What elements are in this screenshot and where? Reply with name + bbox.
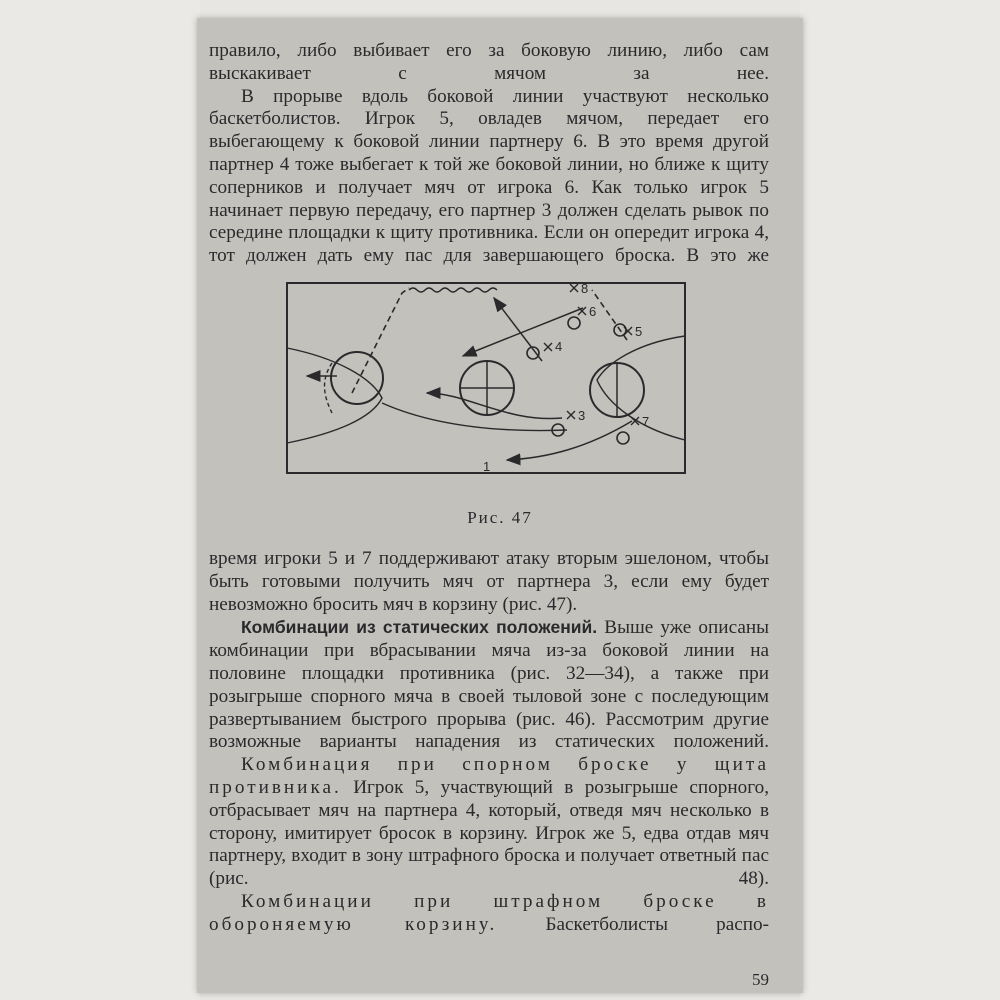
player-label-8: 8 xyxy=(581,281,589,296)
figure-caption: Рис. 47 xyxy=(467,508,533,527)
paragraph-static-combinations xyxy=(209,616,769,754)
paragraph-free-throw xyxy=(209,891,769,937)
body-jump-ball: Игрок 5, участвующий в розыгрыше спорного, отбрасывает мяч на партнера 4, который, отведя мяч несколько в сторону, имитирует бросок в корзину. Игрок же 5, едва отдав мяч партнеру, входит в зону штрафного броска и получает ответный пас (рис. 48). xyxy=(209,776,769,890)
body-static-combinations: Выше уже описаны комбинации при вбрасывании мяча из-за боковой линии на половине площадки противника (рис. 32—34), а также при розыгрыше спорного мяча в своей тыловой зоне с последующим развертыванием быстрого прорыва (рис. 46). Рассмотрим другие возможные варианты нападения из статических положений. xyxy=(209,617,769,753)
body-free-throw: Баскетболисты распо- xyxy=(497,913,769,935)
player-circle xyxy=(617,432,629,444)
heading-static-combinations: Комбинации из статических положений. xyxy=(241,617,598,638)
player-label-6: 6 xyxy=(589,304,597,319)
left-circle-dashed xyxy=(325,363,333,413)
player-label-3: 3 xyxy=(578,408,586,423)
court-curve-lower xyxy=(382,403,567,431)
heading-free-throw: Комбинации при штрафном броске в обороняемую корзину. xyxy=(209,890,769,935)
left-free-throw-circle xyxy=(331,352,383,404)
dribble-line xyxy=(409,288,497,292)
book-page xyxy=(197,18,803,993)
court-outline xyxy=(287,283,685,473)
court-mark-bottom: 1 xyxy=(483,459,491,474)
background-right xyxy=(800,0,1000,1000)
right-key-line xyxy=(597,336,685,440)
pass-arrow xyxy=(463,308,583,356)
paragraph-breakthrough: В прорыве вдоль боковой линии участвуют несколько баскетболистов. Игрок 5, овладев мячом, передает его выбегающему к боковой линии партнеру 6. В это время другой партнер 4 тоже выбегает к той же боковой линии, но ближе к щиту соперников и получает мяч от игрока 6. Как только игрок 5 начинает первую передачу, его партнер 3 должен сделать рывок по середине площадки к щиту противника. Если он опередит игрока 4, тот должен дать ему пас для завершающего броска. В это же xyxy=(209,85,769,267)
player-circle xyxy=(568,317,580,329)
dashed-pass-line xyxy=(592,290,627,340)
run-arrow-bottom xyxy=(507,421,632,460)
run-arrow xyxy=(494,298,542,361)
paragraph-second-echelon: время игроки 5 и 7 поддерживают атаку вторым эшелоном, чтобы быть готовыми получить мяч от партнера 3, если ему будет невозможно бросить мяч в корзину (рис. 47). xyxy=(209,548,769,615)
player-label-5: 5 xyxy=(635,324,643,339)
background-left xyxy=(0,0,200,1000)
player-label-7: 7 xyxy=(642,414,650,429)
bottom-text-block xyxy=(209,548,769,937)
paragraph-continuation: правило, либо выбивает его за боковую линию, либо сам выскакивает с мячом за нее. xyxy=(209,40,769,84)
heading-jump-ball: Комбинация при спорном броске у щита противника. xyxy=(209,754,769,798)
player-label-4: 4 xyxy=(555,339,563,354)
paragraph-jump-ball xyxy=(209,754,769,891)
page-number: 59 xyxy=(752,970,769,989)
dashed-pass-line xyxy=(352,288,409,393)
